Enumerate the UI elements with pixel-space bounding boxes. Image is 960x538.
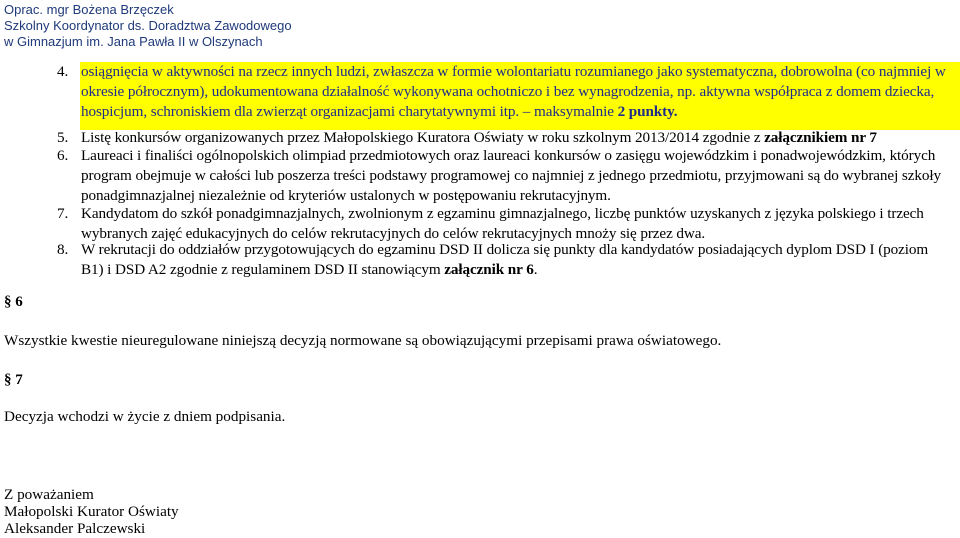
section-6-text: Wszystkie kwestie nieuregulowane niniejszą decyzją normowane są obowiązującymi przepisami prawa oświatowego.	[4, 332, 722, 349]
list-item-5	[57, 128, 947, 148]
header-role: Szkolny Koordynator ds. Doradztwa Zawodowego	[4, 18, 292, 33]
list-item-number: 5.	[57, 129, 69, 146]
list-item-7	[57, 204, 947, 244]
header-school: w Gimnazjum im. Jana Pawła II w Olszynach	[4, 34, 263, 49]
list-item-text: W rekrutacji do oddziałów przygotowujących do egzaminu DSD II dolicza się punkty dla kandydatów posiadających dyplom DSD I (poziom B1) i DSD A2 zgodnie z regulaminem DSD II stanowiącym	[81, 241, 929, 278]
list-item-text: Listę konkursów organizowanych przez Małopolskiego Kuratora Oświaty w roku szkolnym 2013/2014 zgodnie z	[81, 129, 765, 146]
list-item-tail: maksymalnie	[533, 103, 618, 120]
signature-greeting: Z poważaniem	[4, 486, 94, 503]
list-item-attachment: załącznik nr 6	[444, 261, 534, 278]
list-item-4	[57, 62, 947, 122]
list-item-6	[57, 146, 947, 206]
list-item-text: Kandydatom do szkół ponadgimnazjalnych, zwolnionym z egzaminu gimnazjalnego, liczbę punktów uzyskanych z języka polskiego i trzech wybranych zajęć edukacyjnych do celów rekrutacyjnych do celów rekrutacyjnych mnoży się przez dwa.	[81, 205, 924, 242]
list-item-8	[57, 240, 947, 280]
list-item-number: 7.	[57, 205, 69, 222]
list-item-text: osiągnięcia w aktywności na rzecz innych ludzi, zwłaszcza w formie wolontariatu rozumianego jako systematyczna, dobrowolna (co najmniej w okresie półrocznym), udokumentowana działalność wykonywana ochotniczo i bez wynagrodzenia, np. aktywna współpraca z domem dziecka, hospicjum, schroniskiem dla zwierząt organizacjami charytatywnymi itp.	[81, 63, 946, 120]
signature-title: Małopolski Kurator Oświaty	[4, 503, 179, 520]
section-6-number: § 6	[4, 294, 23, 310]
list-item-dash: –	[519, 103, 534, 120]
signature-block	[4, 486, 179, 537]
list-item-text: Laureaci i finaliści ogólnopolskich olimpiad przedmiotowych oraz laureaci konkursów o zasięgu wojewódzkim i ponadwojewódzkim, których program obejmuje w całości lub poszerza treści podstawy programowej co najmniej z jednego przedmiotu, przyjmowani są do wybranej szkoły ponadgimnazjalnej niezależnie od kryteriów ustalonych w postępowaniu rekrutacyjnym.	[81, 147, 941, 204]
list-item-number: 4.	[57, 63, 69, 80]
section-7-number: § 7	[4, 372, 23, 388]
document-header	[4, 2, 292, 50]
list-item-points: 2 punkty.	[617, 103, 678, 120]
list-item-end: .	[533, 261, 538, 278]
section-7-text: Decyzja wchodzi w życie z dniem podpisania.	[4, 408, 286, 425]
header-author: Oprac. mgr Bożena Brzęczek	[4, 2, 174, 17]
list-item-number: 8.	[57, 241, 69, 258]
signature-name: Aleksander Palczewski	[4, 520, 146, 537]
list-item-number: 6.	[57, 147, 69, 164]
list-item-attachment: załącznikiem nr 7	[764, 129, 877, 146]
